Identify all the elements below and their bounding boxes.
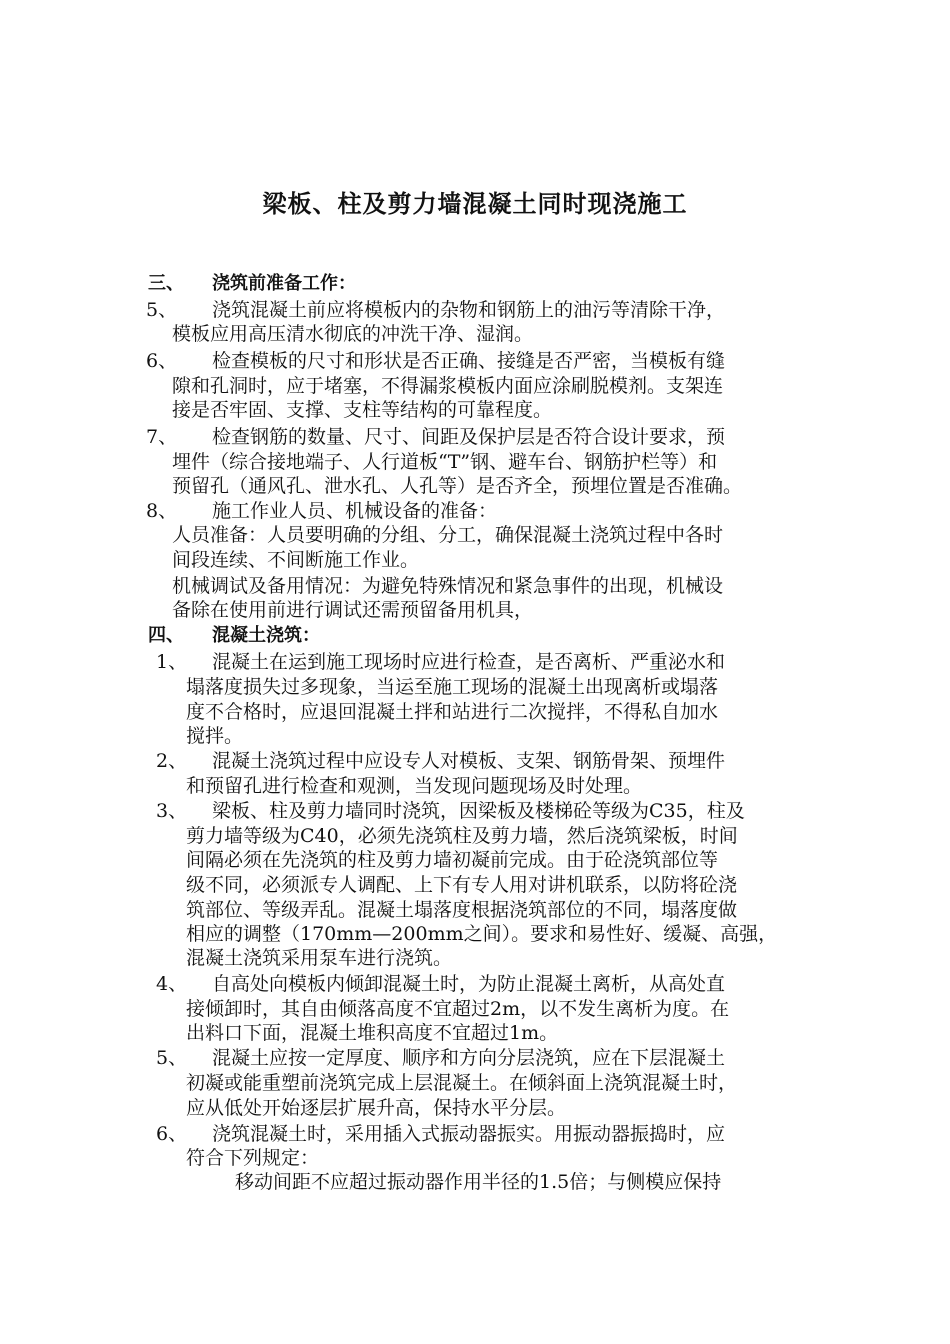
item-line: 搅拌。 bbox=[186, 725, 244, 747]
item-number: 3、 bbox=[156, 800, 188, 822]
item-line: 接是否牢固、支撑、支柱等结构的可靠程度。 bbox=[172, 399, 553, 421]
section-4-number: 四、 bbox=[148, 625, 184, 646]
item-line: 混凝土浇筑采用泵车进行浇筑。 bbox=[186, 947, 453, 969]
item-line: 浇筑混凝土前应将模板内的杂物和钢筋上的油污等清除干净， bbox=[212, 299, 726, 321]
section-3-number: 三、 bbox=[148, 273, 184, 294]
item-number: 6、 bbox=[156, 1123, 188, 1145]
item-line: 间段连续、不间断施工作业。 bbox=[172, 549, 420, 571]
item-line: 混凝土应按一定厚度、顺序和方向分层浇筑，应在下层混凝土 bbox=[212, 1047, 726, 1069]
item-line: 自高处向模板内倾卸混凝土时，为防止混凝土离析，从高处直 bbox=[212, 973, 726, 995]
item-number: 7、 bbox=[146, 426, 178, 448]
item-line: 相应的调整（170mm—200mm之间）。要求和易性好、缓凝、高强， bbox=[186, 923, 778, 945]
item-line: 度不合格时，应退回混凝土拌和站进行二次搅拌，不得私自加水 bbox=[186, 701, 719, 723]
item-line: 筑部位、等级弄乱。混凝土塌落度根据浇筑部位的不同，塌落度做 bbox=[186, 899, 738, 921]
item-line: 备除在使用前进行调试还需预留备用机具， bbox=[172, 599, 534, 621]
item-line: 预留孔（通风孔、泄水孔、人孔等）是否齐全，预埋位置是否准确。 bbox=[172, 475, 743, 497]
item-line: 模板应用高压清水彻底的冲洗干净、湿润。 bbox=[172, 323, 534, 345]
item-line: 人员准备：人员要明确的分组、分工，确保混凝土浇筑过程中各时 bbox=[172, 524, 724, 546]
item-line: 应从低处开始逐层扩展升高，保持水平分层。 bbox=[186, 1097, 567, 1119]
item-line: 和预留孔进行检查和观测，当发现问题现场及时处理。 bbox=[186, 775, 643, 797]
item-number: 6、 bbox=[146, 350, 178, 372]
item-line: 出料口下面，混凝土堆积高度不宜超过1m。 bbox=[186, 1022, 559, 1044]
item-number: 5、 bbox=[156, 1047, 188, 1069]
item-line: 隙和孔洞时，应于堵塞，不得漏浆模板内面应涂刷脱模剂。支架连 bbox=[172, 375, 724, 397]
item-line: 级不同，必须派专人调配、上下有专人用对讲机联系，以防将砼浇 bbox=[186, 874, 738, 896]
item-line: 机械调试及备用情况：为避免特殊情况和紧急事件的出现，机械设 bbox=[172, 575, 724, 597]
item-line: 梁板、柱及剪力墙同时浇筑，因梁板及楼梯砼等级为C35，柱及 bbox=[212, 800, 745, 822]
item-line: 混凝土浇筑过程中应设专人对模板、支架、钢筋骨架、预埋件 bbox=[212, 750, 726, 772]
item-line: 检查钢筋的数量、尺寸、间距及保护层是否符合设计要求，预 bbox=[212, 426, 726, 448]
section-4-heading: 混凝土浇筑： bbox=[212, 625, 320, 646]
item-line: 剪力墙等级为C40，必须先浇筑柱及剪力墙，然后浇筑梁板，时间 bbox=[186, 825, 738, 847]
item-line: 初凝或能重塑前浇筑完成上层混凝土。在倾斜面上浇筑混凝土时， bbox=[186, 1072, 738, 1094]
item-number: 8、 bbox=[146, 500, 178, 522]
item-line: 塌落度损失过多现象，当运至施工现场的混凝土出现离析或塌落 bbox=[186, 676, 719, 698]
item-line: 施工作业人员、机械设备的准备： bbox=[212, 500, 498, 522]
item-line: 埋件（综合接地端子、人行道板“T”钢、避车台、钢筋护栏等）和 bbox=[172, 451, 718, 473]
item-line: 检查模板的尺寸和形状是否正确、接缝是否严密，当模板有缝 bbox=[212, 350, 726, 372]
item-line: 符合下列规定： bbox=[186, 1147, 320, 1169]
item-number: 4、 bbox=[156, 973, 188, 995]
item-line: 间隔必须在先浇筑的柱及剪力墙初凝前完成。由于砼浇筑部位等 bbox=[186, 849, 719, 871]
section-3-heading: 浇筑前准备工作： bbox=[212, 273, 356, 294]
item-number: 1、 bbox=[156, 651, 188, 673]
item-line: 浇筑混凝土时，采用插入式振动器振实。用振动器振捣时，应 bbox=[212, 1123, 726, 1145]
item-line: 移动间距不应超过振动器作用半径的1.5倍；与侧模应保持 bbox=[235, 1171, 722, 1193]
item-number: 5、 bbox=[146, 299, 178, 321]
page-title: 梁板、柱及剪力墙混凝土同时现浇施工 bbox=[262, 190, 688, 218]
item-number: 2、 bbox=[156, 750, 188, 772]
item-line: 混凝土在运到施工现场时应进行检查，是否离析、严重泌水和 bbox=[212, 651, 726, 673]
item-line: 接倾卸时，其自由倾落高度不宜超过2m，以不发生离析为度。在 bbox=[186, 998, 730, 1020]
